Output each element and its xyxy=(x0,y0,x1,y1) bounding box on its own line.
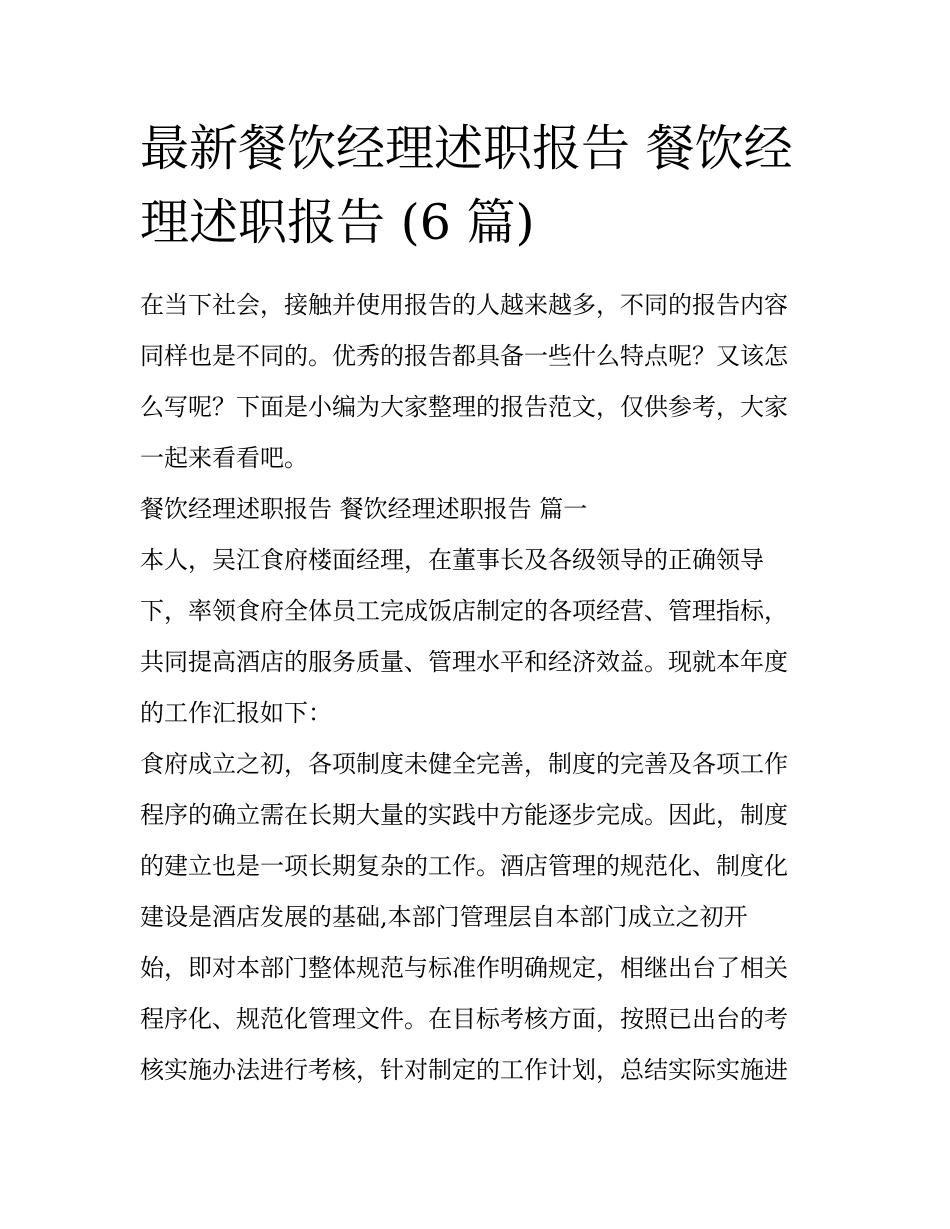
section-heading: 餐饮经理述职报告 餐饮经理述职报告 篇一 xyxy=(140,495,588,523)
intro-line: 么写呢？下面是小编为大家整理的报告范文，仅供参考，大家 xyxy=(140,393,788,421)
paragraph-line: 本人，吴江食府楼面经理，在董事长及各级领导的正确领导 xyxy=(140,546,764,574)
intro-line: 同样也是不同的。优秀的报告都具备一些什么特点呢？又该怎 xyxy=(140,342,788,370)
paragraph-line: 核实施办法进行考核，针对制定的工作计划，总结实际实施进 xyxy=(140,1056,788,1084)
paragraph-line: 共同提高酒店的服务质量、管理水平和经济效益。现就本年度 xyxy=(140,648,788,676)
title-line: 最新餐饮经理述职报告 餐饮经 xyxy=(140,120,793,177)
paragraph-line: 始，即对本部门整体规范与标准作明确规定，相继出台了相关 xyxy=(140,954,788,982)
paragraph-line: 程序化、规范化管理文件。在目标考核方面，按照已出台的考 xyxy=(140,1005,788,1033)
document-title xyxy=(140,112,830,260)
paragraph-line: 的建立也是一项长期复杂的工作。酒店管理的规范化、制度化 xyxy=(140,852,788,880)
document-body xyxy=(140,280,812,1096)
paragraph-line: 程序的确立需在长期大量的实践中方能逐步完成。因此，制度 xyxy=(140,801,788,829)
paragraph-line: 下，率领食府全体员工完成饭店制定的各项经营、管理指标， xyxy=(140,597,788,625)
title-line: 理述职报告 (6 篇) xyxy=(140,194,535,251)
intro-line: 在当下社会，接触并使用报告的人越来越多，不同的报告内容 xyxy=(140,291,788,319)
paragraph-line: 建设是酒店发展的基础,本部门管理层自本部门成立之初开 xyxy=(140,903,748,931)
paragraph-line: 的工作汇报如下： xyxy=(140,699,332,727)
intro-line: 一起来看看吧。 xyxy=(140,444,308,472)
paragraph-line: 食府成立之初，各项制度未健全完善，制度的完善及各项工作 xyxy=(140,750,788,778)
